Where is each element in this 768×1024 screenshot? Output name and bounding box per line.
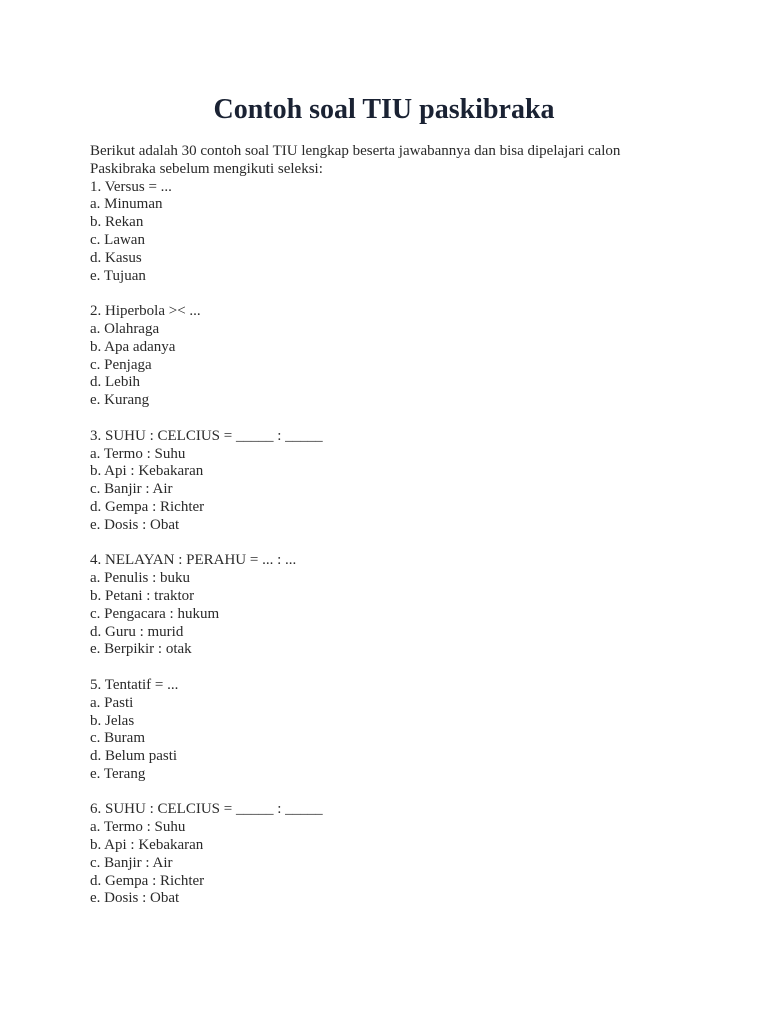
question-item (90, 552, 690, 659)
answer-option: c. Lawan (90, 231, 145, 248)
answer-option: c. Banjir : Air (90, 481, 173, 498)
answer-option: d. Gempa : Richter (90, 498, 205, 515)
answer-option: b. Jelas (90, 712, 135, 729)
answer-option: e. Terang (90, 765, 146, 782)
answer-option: c. Buram (90, 730, 145, 747)
answer-option: c. Pengacara : hukum (90, 605, 220, 622)
question-item (90, 303, 690, 410)
question-text: 6. SUHU : CELCIUS = _____ : _____ (90, 801, 323, 818)
answer-option: e. Dosis : Obat (90, 516, 180, 533)
question-item (90, 428, 690, 535)
question-text: 2. Hiperbola >< ... (90, 303, 201, 320)
answer-option: d. Lebih (90, 374, 140, 391)
question-text: 5. Tentatif = ... (90, 676, 179, 693)
question-text: 4. NELAYAN : PERAHU = ... : ... (90, 552, 297, 569)
answer-option: a. Termo : Suhu (90, 819, 186, 836)
answer-option: a. Penulis : buku (90, 570, 190, 587)
answer-option: a. Olahraga (90, 320, 160, 337)
answer-option: b. Api : Kebakaran (90, 463, 204, 480)
document-body (90, 143, 690, 908)
answer-option: b. Apa adanya (90, 338, 176, 355)
answer-option: e. Dosis : Obat (90, 890, 180, 907)
answer-option: b. Rekan (90, 214, 144, 231)
intro-paragraph (90, 143, 690, 179)
question-item (90, 179, 690, 286)
intro-line: Paskibraka sebelum mengikuti seleksi: (90, 160, 323, 177)
answer-option: c. Banjir : Air (90, 854, 173, 871)
answer-option: a. Termo : Suhu (90, 445, 186, 462)
answer-option: d. Guru : murid (90, 623, 184, 640)
answer-option: e. Berpikir : otak (90, 641, 192, 658)
question-item (90, 801, 690, 908)
answer-option: a. Minuman (90, 196, 163, 213)
answer-option: e. Tujuan (90, 267, 146, 284)
page-title: Contoh soal TIU paskibraka (213, 94, 555, 125)
question-text: 3. SUHU : CELCIUS = _____ : _____ (90, 427, 323, 444)
answer-option: c. Penjaga (90, 356, 152, 373)
answer-option: e. Kurang (90, 392, 150, 409)
answer-option: b. Petani : traktor (90, 587, 195, 604)
answer-option: d. Belum pasti (90, 748, 178, 765)
answer-option: b. Api : Kebakaran (90, 837, 204, 854)
intro-line: Berikut adalah 30 contoh soal TIU lengkap beserta jawabannya dan bisa dipelajari calon (90, 143, 621, 159)
answer-option: d. Gempa : Richter (90, 872, 205, 889)
answer-option: a. Pasti (90, 694, 134, 711)
question-item (90, 677, 690, 784)
question-text: 1. Versus = ... (90, 178, 172, 195)
answer-option: d. Kasus (90, 249, 142, 266)
